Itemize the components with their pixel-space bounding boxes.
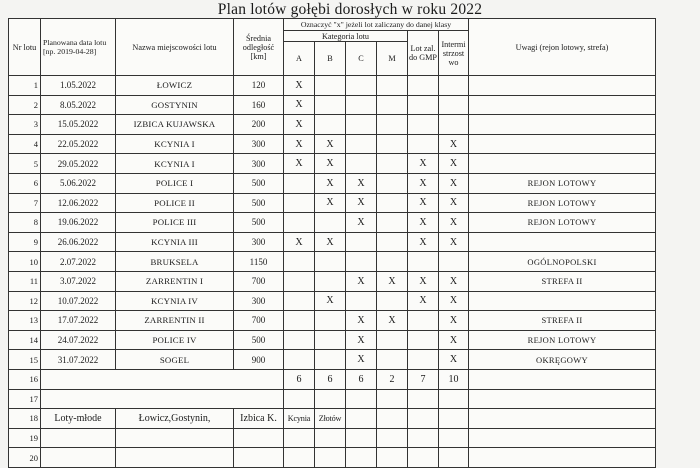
flight-date: 15.05.2022 [41,115,116,135]
gmp-mark [408,330,439,350]
cat-b-mark: X [315,154,346,174]
gmp-mark [408,252,439,272]
flight-remark [469,291,656,311]
flight-row [9,291,656,311]
flight-place: KCYNIA I [116,154,234,174]
cat-c-mark [346,232,377,252]
header-remarks: Uwagi (rejon lotowy, strefa) [469,19,656,76]
cat-a-mark: X [284,154,315,174]
cat-a-mark: X [284,232,315,252]
young-flights-izbica: Izbica K. [234,409,284,429]
flight-remark [469,95,656,115]
cat-b-mark [315,350,346,370]
cat-b-mark [315,76,346,96]
flight-place: POLICE IV [116,330,234,350]
gmp-mark: X [408,193,439,213]
gmp-mark [408,350,439,370]
cat-b-mark [315,271,346,291]
empty-row [9,389,656,409]
flight-row [9,232,656,252]
header-intermistrz: Intermi strzost wo [439,31,469,76]
gmp-mark [408,115,439,135]
flight-remark [469,154,656,174]
cat-c-mark: X [346,330,377,350]
flight-distance: 700 [234,271,284,291]
row-number: 13 [9,311,41,331]
row-number: 5 [9,154,41,174]
cat-b-mark: X [315,134,346,154]
row-number: 17 [9,389,41,409]
flight-row [9,350,656,370]
flight-row [9,213,656,233]
cat-a-mark [284,291,315,311]
intermistrz-mark: X [439,232,469,252]
flight-distance: 500 [234,173,284,193]
flight-date: 24.07.2022 [41,330,116,350]
cat-b-mark [315,95,346,115]
flight-place: ZARRENTIN I [116,271,234,291]
flight-date: 26.06.2022 [41,232,116,252]
row-number: 19 [9,428,41,448]
cat-a-mark [284,311,315,331]
cat-b-mark: X [315,173,346,193]
header-category: Kategoria lotu [284,31,408,42]
flight-distance: 300 [234,134,284,154]
flight-place: GOSTYNIN [116,95,234,115]
cat-a-mark [284,271,315,291]
gmp-mark: X [408,271,439,291]
gmp-mark [408,76,439,96]
flight-date: 10.07.2022 [41,291,116,311]
cat-m-mark: X [377,311,408,331]
cat-c-mark: X [346,173,377,193]
flight-date: 1.05.2022 [41,76,116,96]
flight-date: 8.05.2022 [41,95,116,115]
flight-row [9,193,656,213]
intermistrz-mark: X [439,271,469,291]
intermistrz-mark: X [439,330,469,350]
flight-row [9,115,656,135]
cat-c-mark [346,252,377,272]
total-cat-m: 2 [377,369,408,389]
flight-place: ZARRENTIN II [116,311,234,331]
cat-a-mark [284,330,315,350]
flight-remark: OKRĘGOWY [469,350,656,370]
flight-distance: 500 [234,330,284,350]
gmp-mark [408,311,439,331]
row-number: 15 [9,350,41,370]
flight-place: ŁOWICZ [116,76,234,96]
cat-m-mark: X [377,271,408,291]
cat-b-mark: X [315,291,346,311]
flight-row [9,173,656,193]
cat-m-mark [377,76,408,96]
flight-row [9,76,656,96]
cat-m-mark [377,173,408,193]
header-gmp: Lot zal. do GMP [408,31,439,76]
flight-distance: 300 [234,154,284,174]
flight-remark: REJON LOTOWY [469,173,656,193]
cat-c-mark: X [346,213,377,233]
cat-b-mark [315,115,346,135]
header-place: Nazwa miejscowości lotu [116,19,234,76]
totals-row [9,369,656,389]
cat-c-mark [346,115,377,135]
young-flights-label: Loty-młode [41,409,116,429]
cat-c-mark: X [346,350,377,370]
intermistrz-mark: X [439,193,469,213]
row-number: 4 [9,134,41,154]
row-number: 20 [9,448,41,468]
intermistrz-mark: X [439,213,469,233]
flight-remark [469,115,656,135]
cat-m-mark [377,252,408,272]
gmp-mark: X [408,213,439,233]
header-cat-m: M [377,42,408,76]
cat-b-mark [315,330,346,350]
cat-a-mark [284,173,315,193]
flight-distance: 160 [234,95,284,115]
flight-place: POLICE I [116,173,234,193]
flight-remark [469,76,656,96]
flight-distance: 300 [234,291,284,311]
row-number: 2 [9,95,41,115]
flight-place: IZBICA KUJAWSKA [116,115,234,135]
cat-c-mark: X [346,271,377,291]
total-cat-a: 6 [284,369,315,389]
cat-a-mark: X [284,76,315,96]
flight-row [9,95,656,115]
flight-date: 17.07.2022 [41,311,116,331]
flight-row [9,252,656,272]
cat-c-mark [346,76,377,96]
total-intermistrz: 10 [439,369,469,389]
flight-plan-table [8,18,656,468]
young-flights-places: Łowicz,Gostynin, [116,409,234,429]
total-cat-c: 6 [346,369,377,389]
cat-c-mark [346,95,377,115]
intermistrz-mark: X [439,350,469,370]
flight-distance: 700 [234,311,284,331]
flight-remark [469,134,656,154]
intermistrz-mark [439,76,469,96]
gmp-mark: X [408,291,439,311]
flight-remark: STREFA II [469,311,656,331]
header-distance: Średnia odległość [km] [234,19,284,76]
empty-row [9,448,656,468]
flight-date: 3.07.2022 [41,271,116,291]
cat-m-mark [377,291,408,311]
document-title: Plan lotów gołębi dorosłych w roku 2022 [217,1,483,18]
gmp-mark [408,95,439,115]
flight-place: SOGEL [116,350,234,370]
flight-remark: REJON LOTOWY [469,213,656,233]
flight-date: 2.07.2022 [41,252,116,272]
young-flights-kcynia: Kcynia [284,409,315,429]
intermistrz-mark [439,95,469,115]
flight-remark [469,232,656,252]
flight-place: KCYNIA I [116,134,234,154]
cat-b-mark [315,311,346,331]
intermistrz-mark: X [439,291,469,311]
cat-m-mark [377,115,408,135]
cat-a-mark: X [284,134,315,154]
totals-remark-blank [469,369,656,389]
intermistrz-mark: X [439,311,469,331]
row-number: 9 [9,232,41,252]
flight-row [9,330,656,350]
total-cat-b: 6 [315,369,346,389]
cat-a-mark [284,213,315,233]
intermistrz-mark: X [439,134,469,154]
cat-m-mark [377,154,408,174]
row-number: 14 [9,330,41,350]
cat-a-mark: X [284,115,315,135]
gmp-mark [408,134,439,154]
row-number: 8 [9,213,41,233]
flight-place: POLICE III [116,213,234,233]
cat-a-mark [284,350,315,370]
cat-a-mark [284,193,315,213]
flight-place: POLICE II [116,193,234,213]
intermistrz-mark [439,252,469,272]
row-number: 7 [9,193,41,213]
flight-distance: 500 [234,213,284,233]
flight-date: 12.06.2022 [41,193,116,213]
header-nr: Nr lotu [9,19,41,76]
flight-row [9,311,656,331]
row-number: 1 [9,76,41,96]
row-number: 10 [9,252,41,272]
flight-date: 29.05.2022 [41,154,116,174]
flight-row [9,271,656,291]
cat-m-mark [377,193,408,213]
gmp-mark: X [408,154,439,174]
cat-c-mark [346,134,377,154]
totals-blank [41,369,284,389]
flight-remark: OGÓLNOPOLSKI [469,252,656,272]
cat-b-mark: X [315,193,346,213]
young-flights-zlotow: Złotów [315,409,346,429]
flight-distance: 120 [234,76,284,96]
cat-c-mark: X [346,311,377,331]
flight-place: KCYNIA III [116,232,234,252]
intermistrz-mark [439,115,469,135]
flight-remark: REJON LOTOWY [469,330,656,350]
row-number: 11 [9,271,41,291]
row-number: 16 [9,369,41,389]
cat-c-mark [346,291,377,311]
flight-row [9,154,656,174]
empty-row [9,428,656,448]
header-cat-a: A [284,42,315,76]
flight-row [9,134,656,154]
cat-m-mark [377,134,408,154]
row-number: 6 [9,173,41,193]
intermistrz-mark: X [439,173,469,193]
row-number: 18 [9,409,41,429]
row-number: 12 [9,291,41,311]
flight-remark: STREFA II [469,271,656,291]
cat-c-mark [346,154,377,174]
cat-m-mark [377,232,408,252]
cat-a-mark [284,252,315,272]
gmp-mark: X [408,232,439,252]
flight-distance: 500 [234,193,284,213]
cat-b-mark: X [315,232,346,252]
flight-remark: REJON LOTOWY [469,193,656,213]
flight-date: 19.06.2022 [41,213,116,233]
row-number: 3 [9,115,41,135]
intermistrz-mark: X [439,154,469,174]
cat-m-mark [377,95,408,115]
header-mark-instruction: Oznaczyć "x" jeżeli lot zaliczany do danej klasy [284,19,469,31]
header-cat-b: B [315,42,346,76]
total-gmp: 7 [408,369,439,389]
header-planned-date: Planowana data lotu [np. 2019-04-28] [41,19,116,76]
flight-date: 31.07.2022 [41,350,116,370]
cat-b-mark [315,252,346,272]
cat-m-mark [377,213,408,233]
cat-c-mark: X [346,193,377,213]
flight-date: 5.06.2022 [41,173,116,193]
flight-distance: 300 [234,232,284,252]
flight-distance: 900 [234,350,284,370]
cat-m-mark [377,330,408,350]
flight-place: BRUKSELA [116,252,234,272]
flight-place: KCYNIA IV [116,291,234,311]
flight-date: 22.05.2022 [41,134,116,154]
flight-distance: 1150 [234,252,284,272]
flight-distance: 200 [234,115,284,135]
gmp-mark: X [408,173,439,193]
cat-m-mark [377,350,408,370]
cat-a-mark: X [284,95,315,115]
header-cat-c: C [346,42,377,76]
young-flights-row [9,409,656,429]
cat-b-mark [315,213,346,233]
